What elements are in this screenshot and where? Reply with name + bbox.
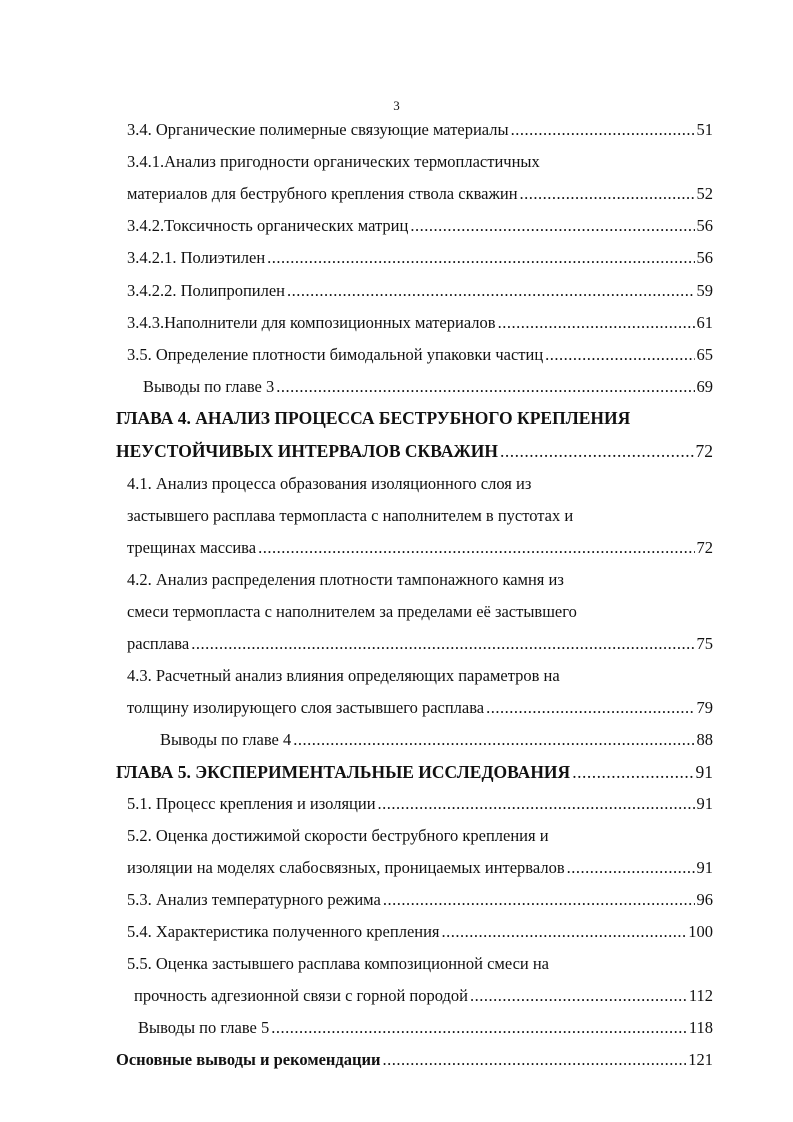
toc-entry-page: 91 [696,794,713,813]
toc-entry-page: 96 [696,890,713,909]
toc-entry [127,666,713,688]
toc-entry [127,120,713,142]
dot-leader [271,1018,687,1038]
toc-entry-page: 52 [696,184,713,203]
toc-entry-page: 121 [688,1050,713,1069]
toc-entry-title: ГЛАВА 5. ЭКСПЕРИМЕНТАЛЬНЫЕ ИССЛЕДОВАНИЯ [116,762,571,782]
dot-leader [486,698,694,718]
toc-entry [127,506,713,528]
toc-entry-title: трещинах массива [127,538,257,557]
toc-entry-title: 3.4. Органические полимерные связующие материалы [127,120,509,139]
dot-leader [572,762,693,782]
toc-entry-title: ГЛАВА 4. АНАЛИЗ ПРОЦЕССА БЕСТРУБНОГО КРЕПЛЕНИЯ [116,408,631,428]
toc-entry-title: Выводы по главе 4 [160,730,292,749]
toc-entry-title: толщину изолирующего слоя застывшего расплава [127,698,485,717]
toc-entry-title: 5.3. Анализ температурного режима [127,890,381,909]
toc-entry [127,474,713,496]
dot-leader [383,1050,687,1070]
toc-entry-page: 72 [695,441,713,461]
toc-entry-page: 72 [696,538,713,557]
toc-entry-title: 5.2. Оценка достижимой скорости беструбного крепления и [127,826,549,845]
toc-entry [127,281,713,303]
toc-entry [127,858,713,880]
dot-leader [511,120,695,140]
toc-entry [127,248,713,270]
dot-leader [567,858,695,878]
toc-entry-title: 5.4. Характеристика полученного крепления [127,922,440,941]
dot-leader [500,441,694,461]
toc-entry-page: 79 [696,698,713,717]
dot-leader [410,216,694,236]
toc-entry-title: 5.1. Процесс крепления и изоляции [127,794,376,813]
toc-chapter-heading [116,1050,713,1072]
dot-leader [545,345,694,365]
toc-entry [127,184,713,206]
toc-entry-page: 91 [696,858,713,877]
dot-leader [267,248,694,268]
toc-entry-title: 4.1. Анализ процесса образования изоляционного слоя из [127,474,532,493]
toc-entry [127,634,713,656]
toc-entry [134,986,713,1008]
toc-chapter-heading [116,408,713,430]
dot-leader [287,281,694,301]
toc-entry-page: 100 [688,922,713,941]
toc-entry-page: 112 [688,986,713,1005]
dot-leader [258,538,694,558]
toc-entry-title: 3.5. Определение плотности бимодальной упаковки частиц [127,345,544,364]
toc-entry-page: 118 [688,1018,713,1037]
toc-entry [127,698,713,720]
toc-chapter-heading [116,441,713,463]
toc-entry [143,377,713,399]
dot-leader [498,313,695,333]
toc-entry-title: НЕУСТОЙЧИВЫХ ИНТЕРВАЛОВ СКВАЖИН [116,441,498,461]
toc-entry [138,1018,713,1040]
toc-entry-page: 69 [696,377,713,396]
toc-entry-title: 3.4.2.Токсичность органических матриц [127,216,409,235]
toc-entry-page: 65 [696,345,713,364]
toc-entry [127,890,713,912]
toc-entry-title: 4.2. Анализ распределения плотности тампонажного камня из [127,570,564,589]
toc-entry-title: смеси термопласта с наполнителем за пределами её застывшего [127,602,577,621]
toc-entry [127,570,713,592]
toc-entry [160,730,713,752]
toc-entry-title: прочность адгезионной связи с горной породой [134,986,469,1005]
toc-entry-title: 3.4.2.1. Полиэтилен [127,248,266,267]
dot-leader [191,634,694,654]
toc-entry [127,922,713,944]
toc-entry-page: 88 [696,730,713,749]
toc-entry [127,826,713,848]
dot-leader [442,922,687,942]
toc-entry-title: застывшего расплава термопласта с наполнителем в пустотах и [127,506,574,525]
toc-entry [127,602,713,624]
toc-entry-title: 3.4.3.Наполнители для композиционных материалов [127,313,496,332]
dot-leader [276,377,694,397]
toc-entry-title: материалов для беструбного крепления ствола скважин [127,184,518,203]
toc-entry [127,152,713,174]
toc-entry-page: 56 [696,248,713,267]
toc-entry-page: 91 [695,762,713,782]
dot-leader [520,184,695,204]
toc-entry-page: 61 [696,313,713,332]
dot-leader [470,986,687,1006]
toc-entry-title: изоляции на моделях слабосвязных, проницаемых интервалов [127,858,565,877]
toc-entry-title: Выводы по главе 5 [138,1018,270,1037]
toc-entry-page: 51 [696,120,713,139]
dot-leader [293,730,694,750]
toc-entry [127,538,713,560]
toc-entry-title: 3.4.1.Анализ пригодности органических термопластичных [127,152,540,171]
toc-entry-title: 5.5. Оценка застывшего расплава композиционной смеси на [127,954,549,973]
toc-entry [127,216,713,238]
toc-entry [127,954,713,976]
toc-entry-page: 59 [696,281,713,300]
toc-entry-title: 3.4.2.2. Полипропилен [127,281,286,300]
toc-entry-title: расплава [127,634,190,653]
page-number: 3 [393,98,400,113]
toc-entry [127,313,713,335]
toc-entry-title: Выводы по главе 3 [143,377,275,396]
toc-entry-title: 4.3. Расчетный анализ влияния определяющих параметров на [127,666,560,685]
dot-leader [378,794,695,814]
toc-entry-title: Основные выводы и рекомендации [116,1050,381,1069]
toc-entry-page: 75 [696,634,713,653]
toc-entry [127,345,713,367]
dot-leader [383,890,695,910]
toc-entry-page: 56 [696,216,713,235]
toc-entry [127,794,713,816]
toc-chapter-heading [116,762,713,784]
